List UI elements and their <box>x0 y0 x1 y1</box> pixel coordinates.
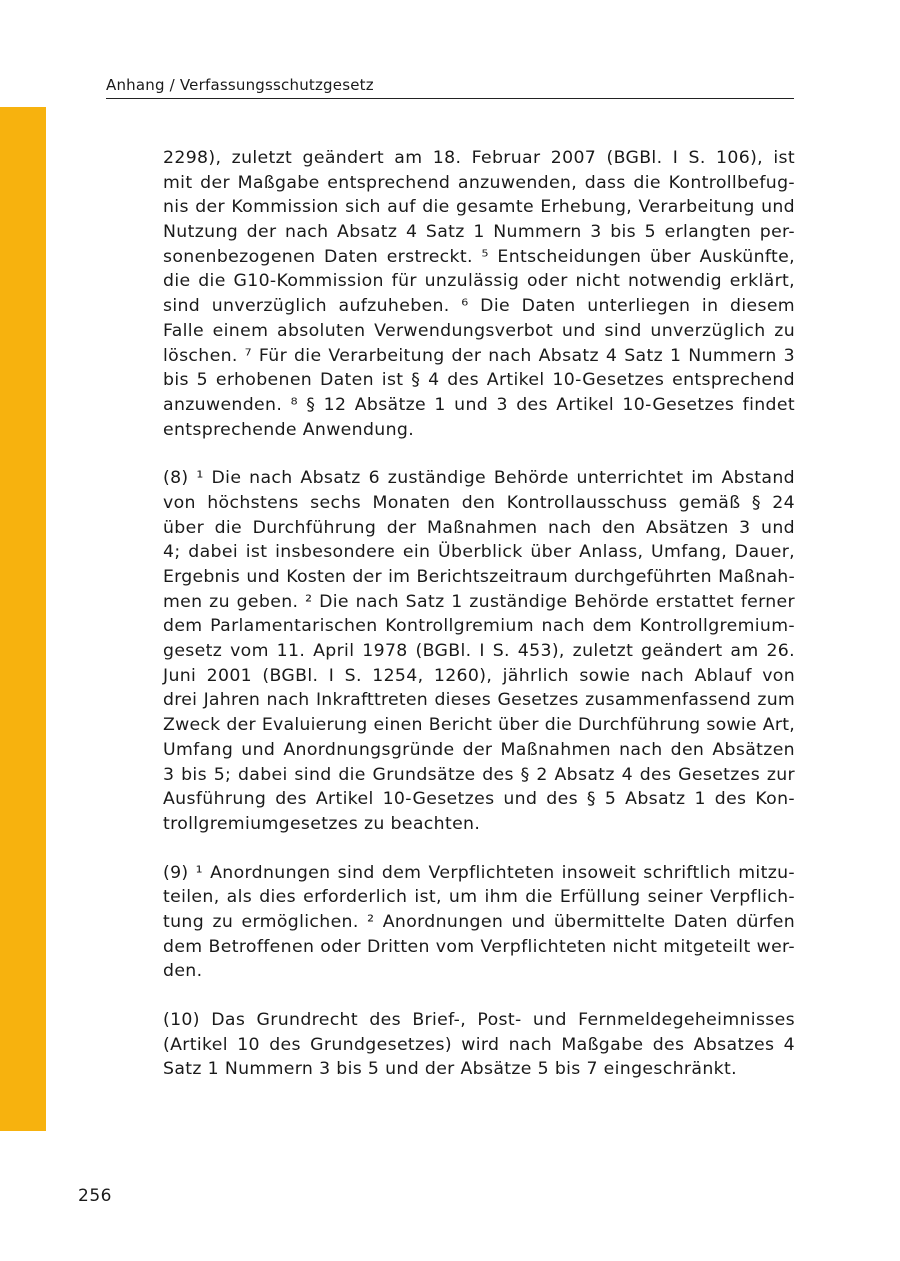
paragraph-10 <box>163 1008 795 1082</box>
text-line: Nutzung der nach Absatz 4 Satz 1 Nummern 3 bis 5 erlangten per- <box>163 222 795 243</box>
paragraph-8 <box>163 466 795 836</box>
text-line: gesetz vom 11. April 1978 (BGBl. I S. 453), zuletzt geändert am 26. <box>163 641 795 662</box>
text-line: anzuwenden. ⁸ § 12 Absätze 1 und 3 des Artikel 10-Gesetzes findet <box>163 394 795 415</box>
body-text <box>163 146 795 1106</box>
text-line: teilen, als dies erforderlich ist, um ihm die Erfüllung seiner Verpflich- <box>163 887 795 908</box>
text-line: bis 5 erhobenen Daten ist § 4 des Artikel 10-Gesetzes entsprechend <box>163 370 795 391</box>
text-line: Ausführung des Artikel 10-Gesetzes und des § 5 Absatz 1 des Kon- <box>163 789 795 810</box>
text-line: von höchstens sechs Monaten den Kontrollausschuss gemäß § 24 <box>163 492 795 513</box>
paragraph-continuation <box>163 146 795 442</box>
text-line: tung zu ermöglichen. ² Anordnungen und übermittelte Daten dürfen <box>163 911 795 932</box>
text-line: (8) ¹ Die nach Absatz 6 zuständige Behörde unterrichtet im Abstand <box>163 468 795 489</box>
text-line: dem Parlamentarischen Kontrollgremium nach dem Kontrollgremium- <box>163 616 795 637</box>
text-line: den. <box>163 961 203 982</box>
text-line: 4; dabei ist insbesondere ein Überblick über Anlass, Umfang, Dauer, <box>163 542 795 563</box>
text-line: sind unverzüglich aufzuheben. ⁶ Die Daten unterliegen in diesem <box>163 296 795 317</box>
text-line: Ergebnis und Kosten der im Berichtszeitraum durchgeführten Maßnah- <box>163 567 795 587</box>
header-rule <box>106 98 794 99</box>
text-line: Umfang und Anordnungsgründe der Maßnahmen nach den Absätzen <box>163 739 795 760</box>
text-line: 3 bis 5; dabei sind die Grundsätze des § 2 Absatz 4 des Gesetzes zur <box>163 764 795 785</box>
text-line: über die Durchführung der Maßnahmen nach den Absätzen 3 und <box>163 517 795 538</box>
yellow-side-bar <box>0 107 46 1131</box>
text-line: Zweck der Evaluierung einen Bericht über die Durchführung sowie Art, <box>163 715 795 736</box>
text-line: Satz 1 Nummern 3 bis 5 und der Absätze 5 bis 7 eingeschränkt. <box>163 1059 737 1080</box>
text-line: 2298), zuletzt geändert am 18. Februar 2007 (BGBl. I S. 106), ist <box>163 148 795 168</box>
text-line: (9) ¹ Anordnungen sind dem Verpflichteten insoweit schriftlich mitzu- <box>163 862 795 883</box>
text-line: die die G10-Kommission für unzulässig oder nicht notwendig erklärt, <box>163 271 795 292</box>
text-line: (Artikel 10 des Grundgesetzes) wird nach Maßgabe des Absatzes 4 <box>163 1034 795 1055</box>
text-line: drei Jahren nach Inkrafttreten dieses Gesetzes zusammenfassend zum <box>163 690 795 711</box>
text-line: mit der Maßgabe entsprechend anzuwenden, dass die Kontrollbefug- <box>163 172 795 193</box>
text-line: dem Betroffenen oder Dritten vom Verpflichteten nicht mitgeteilt wer- <box>163 936 795 957</box>
text-line: (10) Das Grundrecht des Brief-, Post- und Fernmeldegeheimnisses <box>163 1010 795 1030</box>
text-line: löschen. ⁷ Für die Verarbeitung der nach Absatz 4 Satz 1 Nummern 3 <box>163 345 795 366</box>
text-line: men zu geben. ² Die nach Satz 1 zuständige Behörde erstattet ferner <box>163 591 795 612</box>
text-line: nis der Kommission sich auf die gesamte Erhebung, Verarbeitung und <box>163 197 795 218</box>
text-line: sonenbezogenen Daten erstreckt. ⁵ Entscheidungen über Auskünfte, <box>163 246 795 267</box>
page-number: 256 <box>78 1186 112 1206</box>
paragraph-9 <box>163 861 795 984</box>
text-line: trollgremiumgesetzes zu beachten. <box>163 813 481 834</box>
text-line: Juni 2001 (BGBl. I S. 1254, 1260), jährlich sowie nach Ablauf von <box>163 665 795 686</box>
running-header-title: Anhang / Verfassungsschutzgesetz <box>106 76 374 94</box>
text-line: entsprechende Anwendung. <box>163 419 415 440</box>
text-line: Falle einem absoluten Verwendungsverbot und sind unverzüglich zu <box>163 320 795 341</box>
